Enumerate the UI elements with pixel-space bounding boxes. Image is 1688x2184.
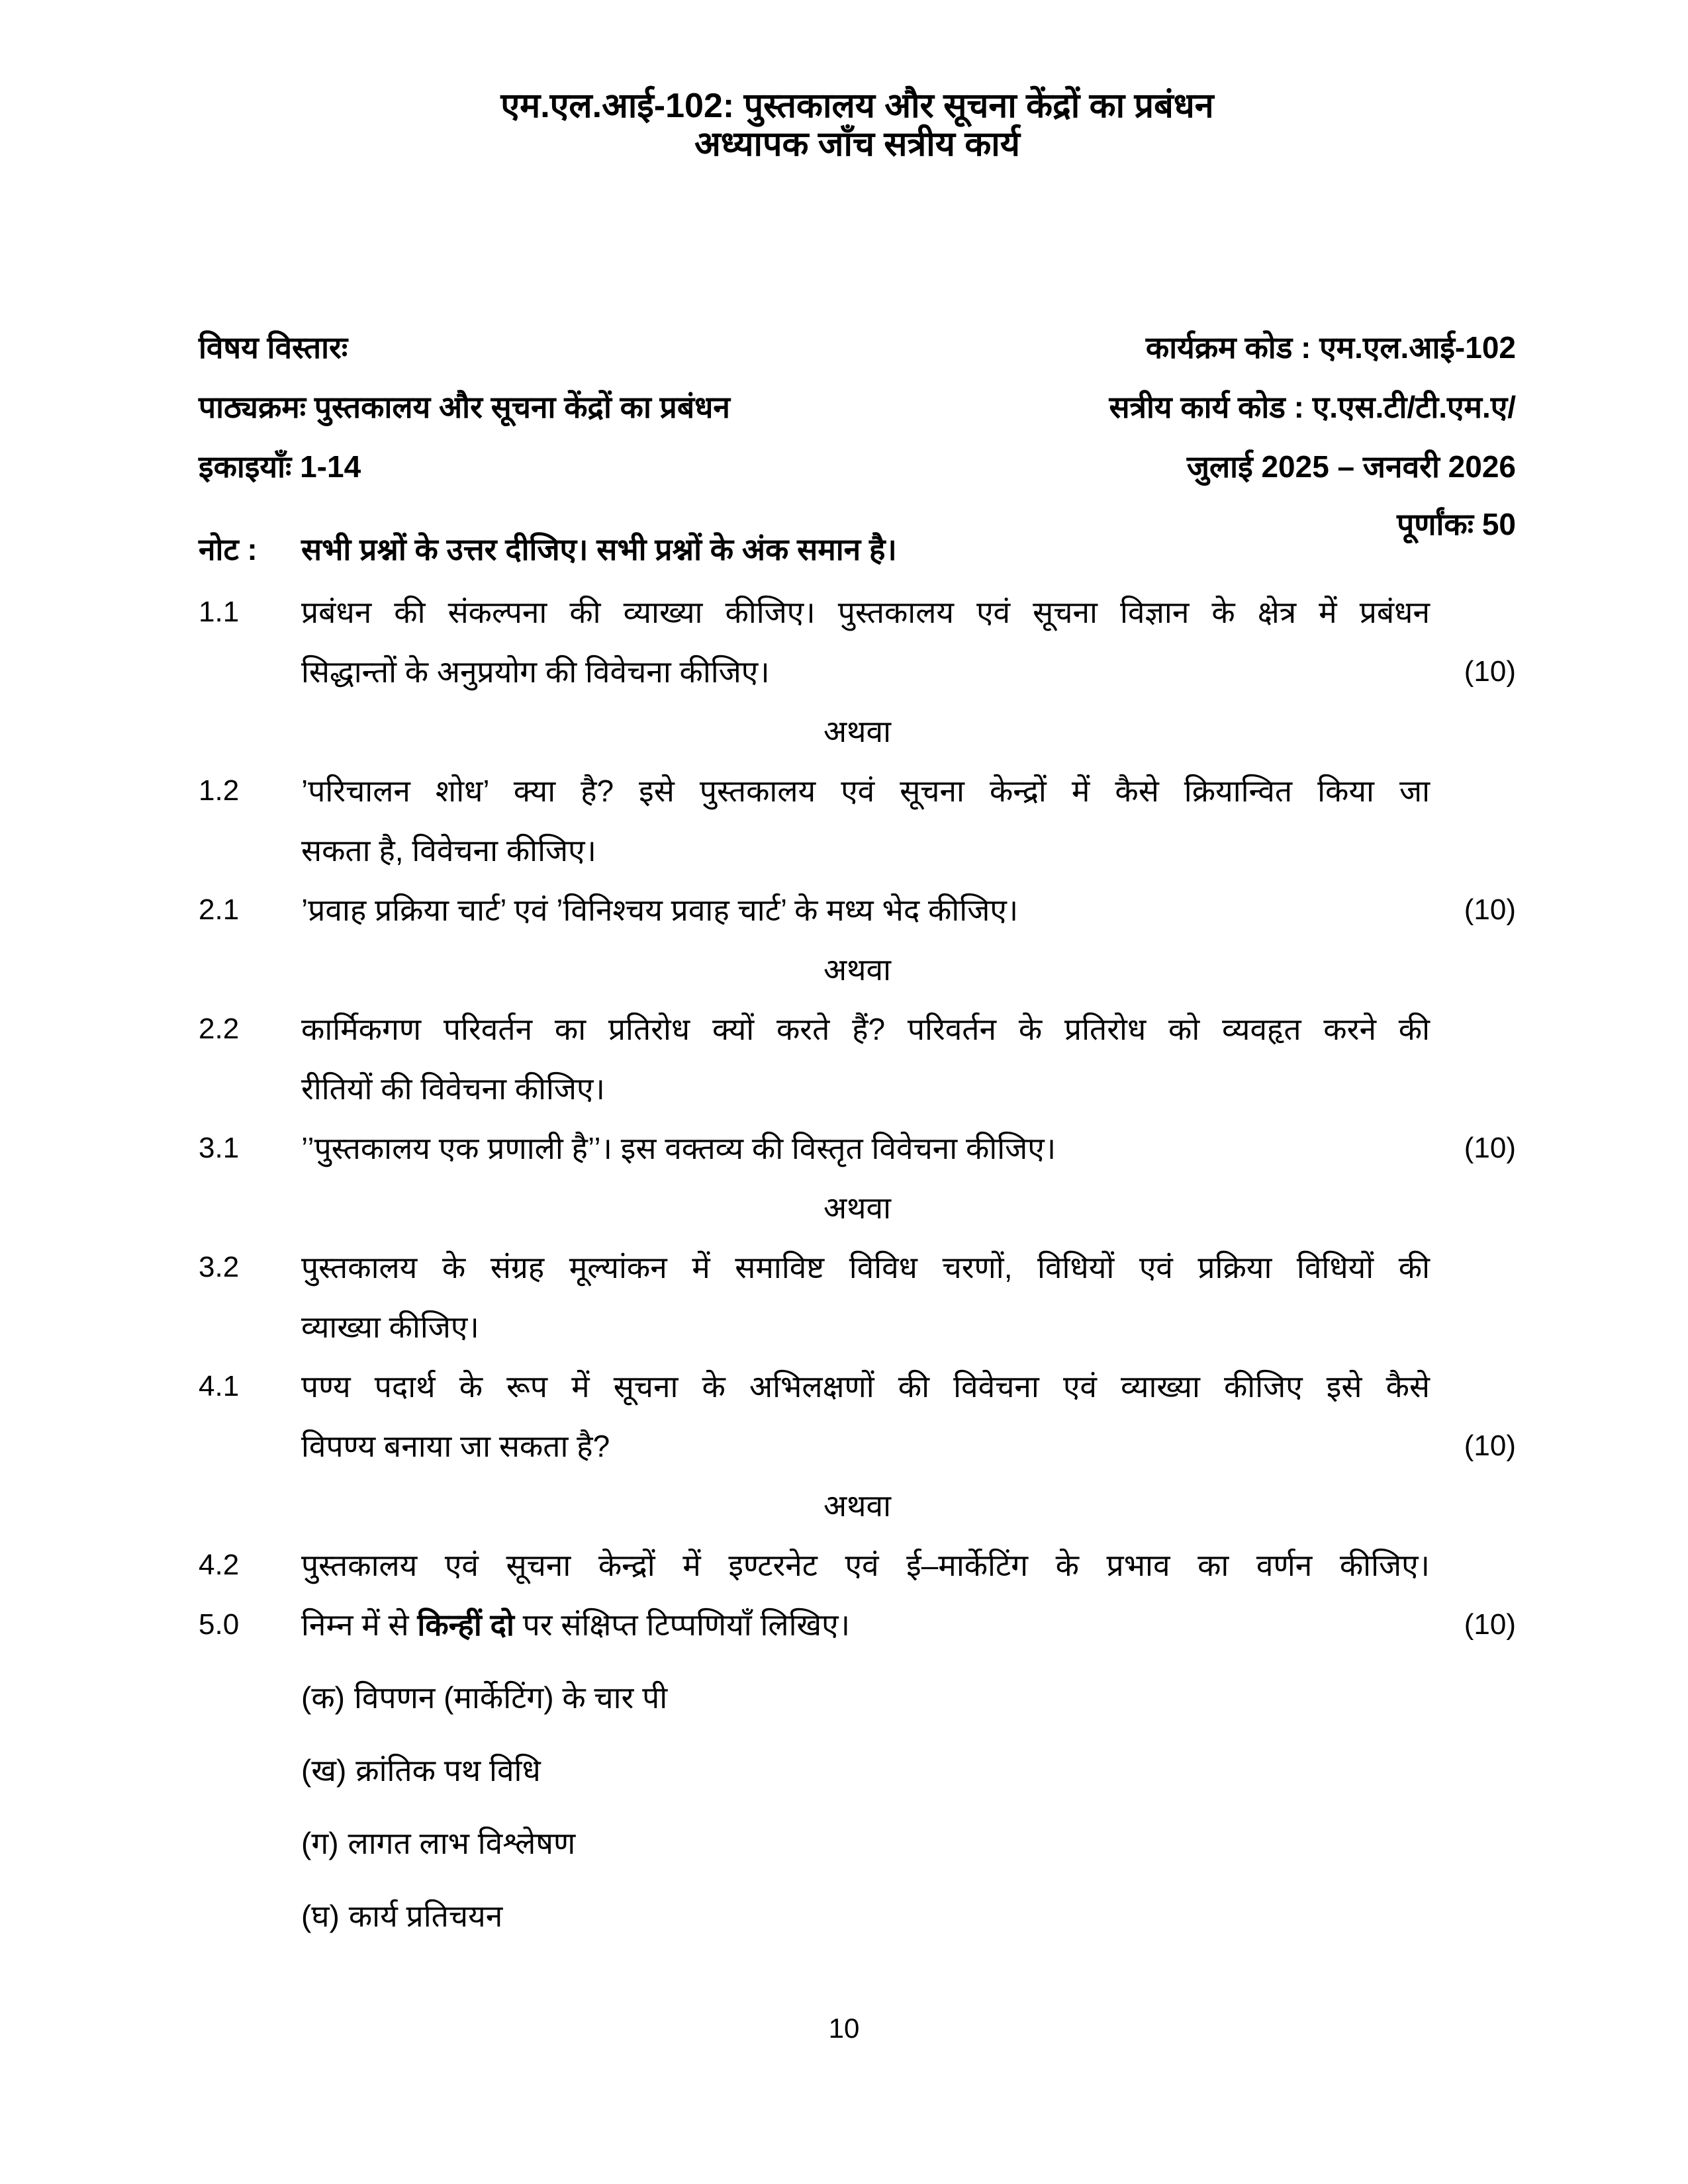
question-text: ’परिचालन शोध’ क्या है? इसे पुस्तकालय एवं सूचना केन्द्रों में कैसे क्रियान्वित किया जा xyxy=(301,774,1430,808)
subitem-label: (ग) xyxy=(301,1826,339,1860)
subitem-text: लागत लाभ विश्लेषण xyxy=(348,1826,576,1860)
question-1-1-line-1 xyxy=(199,592,1516,632)
question-text: प्रबंधन की संकल्पना की व्याख्या कीजिए। पुस्तकालय एवं सूचना विज्ञान के क्षेत्र में प्रबंधन xyxy=(301,595,1430,629)
subitem-text: क्रांतिक पथ विधि xyxy=(355,1753,541,1788)
subitem-label: (ख) xyxy=(301,1753,347,1788)
question-1-2-line-1 xyxy=(199,771,1516,811)
subitem-ka xyxy=(301,1678,1516,1717)
note-text: सभी प्रश्नों के उत्तर दीजिए। सभी प्रश्नों के अंक समान है। xyxy=(301,532,897,567)
question-text: पण्य पदार्थ के रूप में सूचना के अभिलक्षणों की विवेचना एवं व्याख्या कीजिए इसे कैसे xyxy=(301,1369,1430,1404)
marks-badge: (10) xyxy=(1464,655,1516,688)
session-period: जुलाई 2025 – जनवरी 2026 xyxy=(1186,449,1516,484)
question-4-2-line-1 xyxy=(199,1545,1516,1585)
meta-row-2 xyxy=(199,387,1516,427)
max-marks: पूर्णांकः 50 xyxy=(1397,507,1516,541)
question-2-2-line-1 xyxy=(199,1009,1516,1049)
question-3-1-line-1 xyxy=(199,1128,1516,1168)
question-number: 3.2 xyxy=(199,1251,240,1283)
question-4-1-line-1 xyxy=(199,1367,1516,1406)
question-text: व्याख्या कीजिए। xyxy=(301,1310,479,1344)
question-number: 1.1 xyxy=(199,596,240,628)
note-label: नोट : xyxy=(199,532,258,567)
question-2-1-line-1 xyxy=(199,890,1516,930)
assignment-code: सत्रीय कार्य कोड : ए.एस.टी/टी.एम.ए/ xyxy=(1109,390,1516,424)
question-number: 4.1 xyxy=(199,1370,240,1402)
marks-badge: (10) xyxy=(1464,1132,1516,1164)
meta-row-1 xyxy=(199,328,1516,367)
page-title-line-1: एम.एल.आई-102: पुस्तकालय और सूचना केंद्रों का प्रबंधन xyxy=(500,87,1214,125)
question-text-post: पर संक्षिप्त टिप्पणियाँ लिखिए। xyxy=(514,1608,851,1642)
question-text-emphasis: किन्हीं दो xyxy=(417,1608,514,1642)
marks-badge: (10) xyxy=(1464,893,1516,926)
or-separator-2: अथवा xyxy=(823,952,892,987)
question-1-1-line-2 xyxy=(199,652,1516,692)
question-number: 2.2 xyxy=(199,1013,240,1045)
question-text: सिद्धान्तों के अनुप्रयोग की विवेचना कीजिए। xyxy=(301,655,770,689)
subject-coverage-label: विषय विस्तारः xyxy=(199,330,348,365)
or-separator-1: अथवा xyxy=(823,714,892,749)
question-number: 4.2 xyxy=(199,1549,240,1581)
question-text: ’प्रवाह प्रक्रिया चार्ट’ एवं ’विनिश्चय प्रवाह चार्ट’ के मध्य भेद कीजिए। xyxy=(301,893,1019,927)
question-2-2-line-2 xyxy=(199,1069,1516,1109)
question-text: सकता है, विवेचना कीजिए। xyxy=(301,833,596,868)
question-text: पुस्तकालय एवं सूचना केन्द्रों में इण्टरनेट एवं ई–मार्केटिंग के प्रभाव का वर्णन कीजिए। xyxy=(301,1548,1430,1582)
question-4-1-line-2 xyxy=(199,1426,1516,1466)
subitem-gha xyxy=(301,1896,1516,1936)
question-text-pre: निम्न में से xyxy=(301,1608,418,1642)
question-text: रीतियों की विवेचना कीजिए। xyxy=(301,1071,605,1106)
question-text: कार्मिकगण परिवर्तन का प्रतिरोध क्यों करते हैं? परिवर्तन के प्रतिरोध को व्यवहृत करने की xyxy=(301,1012,1430,1046)
question-3-2-line-1 xyxy=(199,1248,1516,1287)
question-text: विपण्य बनाया जा सकता है? xyxy=(301,1429,610,1463)
note-row xyxy=(199,529,1516,569)
question-number: 5.0 xyxy=(199,1608,240,1641)
page-number: 10 xyxy=(828,2013,860,2044)
subitem-text: विपणन (मार्केटिंग) के चार पी xyxy=(353,1680,668,1715)
question-3-2-line-2 xyxy=(199,1307,1516,1347)
or-separator-3: अथवा xyxy=(823,1191,892,1225)
subitem-ga xyxy=(301,1823,1516,1863)
subitem-label: (क) xyxy=(301,1680,345,1715)
units-range: इकाइयाँः 1-14 xyxy=(199,449,361,484)
subitem-label: (घ) xyxy=(301,1899,340,1933)
question-text xyxy=(301,1605,1430,1645)
marks-badge: (10) xyxy=(1464,1608,1516,1641)
question-number: 3.1 xyxy=(199,1132,240,1164)
question-number: 1.2 xyxy=(199,774,240,807)
subitem-kha xyxy=(301,1751,1516,1790)
program-code: कार्यक्रम कोड : एम.एल.आई-102 xyxy=(1145,330,1516,365)
question-5-0-line-1 xyxy=(199,1605,1516,1645)
marks-badge: (10) xyxy=(1464,1430,1516,1462)
question-number: 2.1 xyxy=(199,893,240,926)
question-text: पुस्तकालय के संग्रह मूल्यांकन में समाविष्ट विविध चरणों, विधियों एवं प्रक्रिया विधियों की xyxy=(301,1250,1430,1285)
or-separator-4: अथवा xyxy=(823,1488,892,1523)
question-text: ’’पुस्तकालय एक प्रणाली है’’। इस वक्तव्य की विस्तृत विवेचना कीजिए। xyxy=(301,1131,1056,1165)
page-title-line-2: अध्यापक जाँच सत्रीय कार्य xyxy=(694,125,1020,163)
subitem-text: कार्य प्रतिचयन xyxy=(348,1899,503,1933)
meta-row-3 xyxy=(199,447,1516,486)
question-1-2-line-2 xyxy=(199,831,1516,870)
course-title: पाठ्यक्रमः पुस्तकालय और सूचना केंद्रों का प्रबंधन xyxy=(199,390,730,424)
